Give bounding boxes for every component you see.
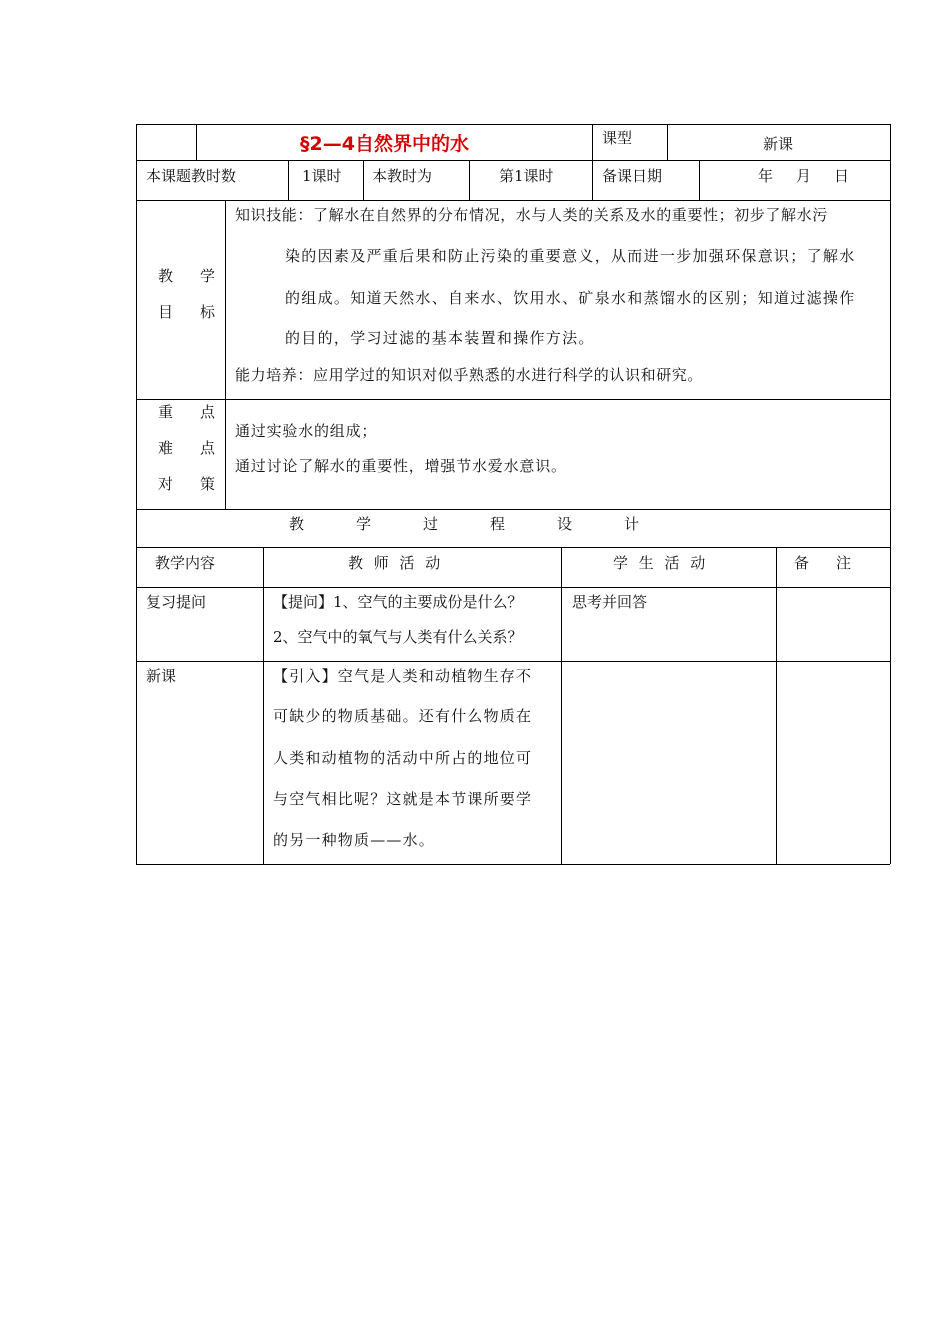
table-border <box>136 509 890 510</box>
objectives-label-line1: 教 学 <box>158 267 222 285</box>
key-points-label-line1: 重 点 <box>158 403 222 421</box>
table-border <box>263 547 264 864</box>
objectives-line: 染的因素及严重后果和防止污染的重要意义，从而进一步加强环保意识；了解水 <box>285 247 856 265</box>
row-teacher-line: 2、空气中的氧气与人类有什么关系？ <box>273 628 523 646</box>
row-teacher-line: 人类和动植物的活动中所占的地位可 <box>273 749 533 767</box>
this-lesson-value: 第1课时 <box>499 167 554 185</box>
prep-date-value: 年 月 日 <box>758 167 854 185</box>
column-header-student: 学 生 活 动 <box>613 554 709 572</box>
objectives-line: 的目的，学习过滤的基本装置和操作方法。 <box>285 329 595 347</box>
lesson-title: §2—4自然界中的水 <box>300 133 469 155</box>
row-teacher-line: 【引入】空气是人类和动植物生存不 <box>273 667 533 685</box>
table-border <box>592 124 593 160</box>
lesson-type-label: 课型 <box>602 129 633 147</box>
table-border <box>592 160 593 200</box>
objectives-line: 的组成。知道天然水、自来水、饮用水、矿泉水和蒸馏水的区别；知道过滤操作 <box>285 289 856 307</box>
column-header-teacher: 教 师 活 动 <box>348 554 444 572</box>
table-border <box>667 124 668 160</box>
row-teacher-line: 可缺少的物质基础。还有什么物质在 <box>273 707 533 725</box>
process-design-heading: 教学过程设计 <box>289 515 692 533</box>
table-border <box>136 160 890 161</box>
table-border <box>776 547 777 864</box>
table-border <box>136 124 137 864</box>
total-hours-value: 1课时 <box>302 167 342 185</box>
objectives-label-line2: 目 标 <box>158 303 222 321</box>
table-border <box>136 200 890 201</box>
table-border <box>890 124 891 864</box>
lesson-type-value: 新课 <box>763 135 794 153</box>
key-points-label-line2: 难 点 <box>158 439 222 457</box>
row-teacher-line: 【提问】1、空气的主要成份是什么？ <box>273 593 523 611</box>
objectives-line: 知识技能：了解水在自然界的分布情况，水与人类的关系及水的重要性；初步了解水污 <box>235 206 828 224</box>
row-teacher-line: 与空气相比呢？这就是本节课所要学 <box>273 790 533 808</box>
row-content: 复习提问 <box>146 593 207 611</box>
column-header-note: 备 注 <box>794 554 858 572</box>
table-border <box>561 547 562 864</box>
table-border <box>288 160 289 200</box>
objectives-line: 能力培养：应用学过的知识对似乎熟悉的水进行科学的认识和研究。 <box>235 366 704 384</box>
this-lesson-label: 本教时为 <box>372 167 433 185</box>
row-student: 思考并回答 <box>572 593 648 611</box>
table-border <box>196 124 197 160</box>
row-content: 新课 <box>146 667 177 685</box>
table-border <box>136 124 890 125</box>
table-border <box>363 160 364 200</box>
table-border <box>469 160 470 200</box>
total-hours-label: 本课题教时数 <box>146 167 237 185</box>
row-teacher-line: 的另一种物质——水。 <box>273 831 436 849</box>
key-points-label-line3: 对 策 <box>158 475 222 493</box>
key-points-line: 通过讨论了解水的重要性，增强节水爱水意识。 <box>235 457 567 475</box>
key-points-line: 通过实验水的组成； <box>235 422 378 440</box>
table-border <box>699 160 700 200</box>
prep-date-label: 备课日期 <box>602 167 663 185</box>
table-border <box>225 200 226 509</box>
table-border <box>136 864 890 865</box>
column-header-content: 教学内容 <box>155 554 216 572</box>
table-border <box>136 399 890 400</box>
